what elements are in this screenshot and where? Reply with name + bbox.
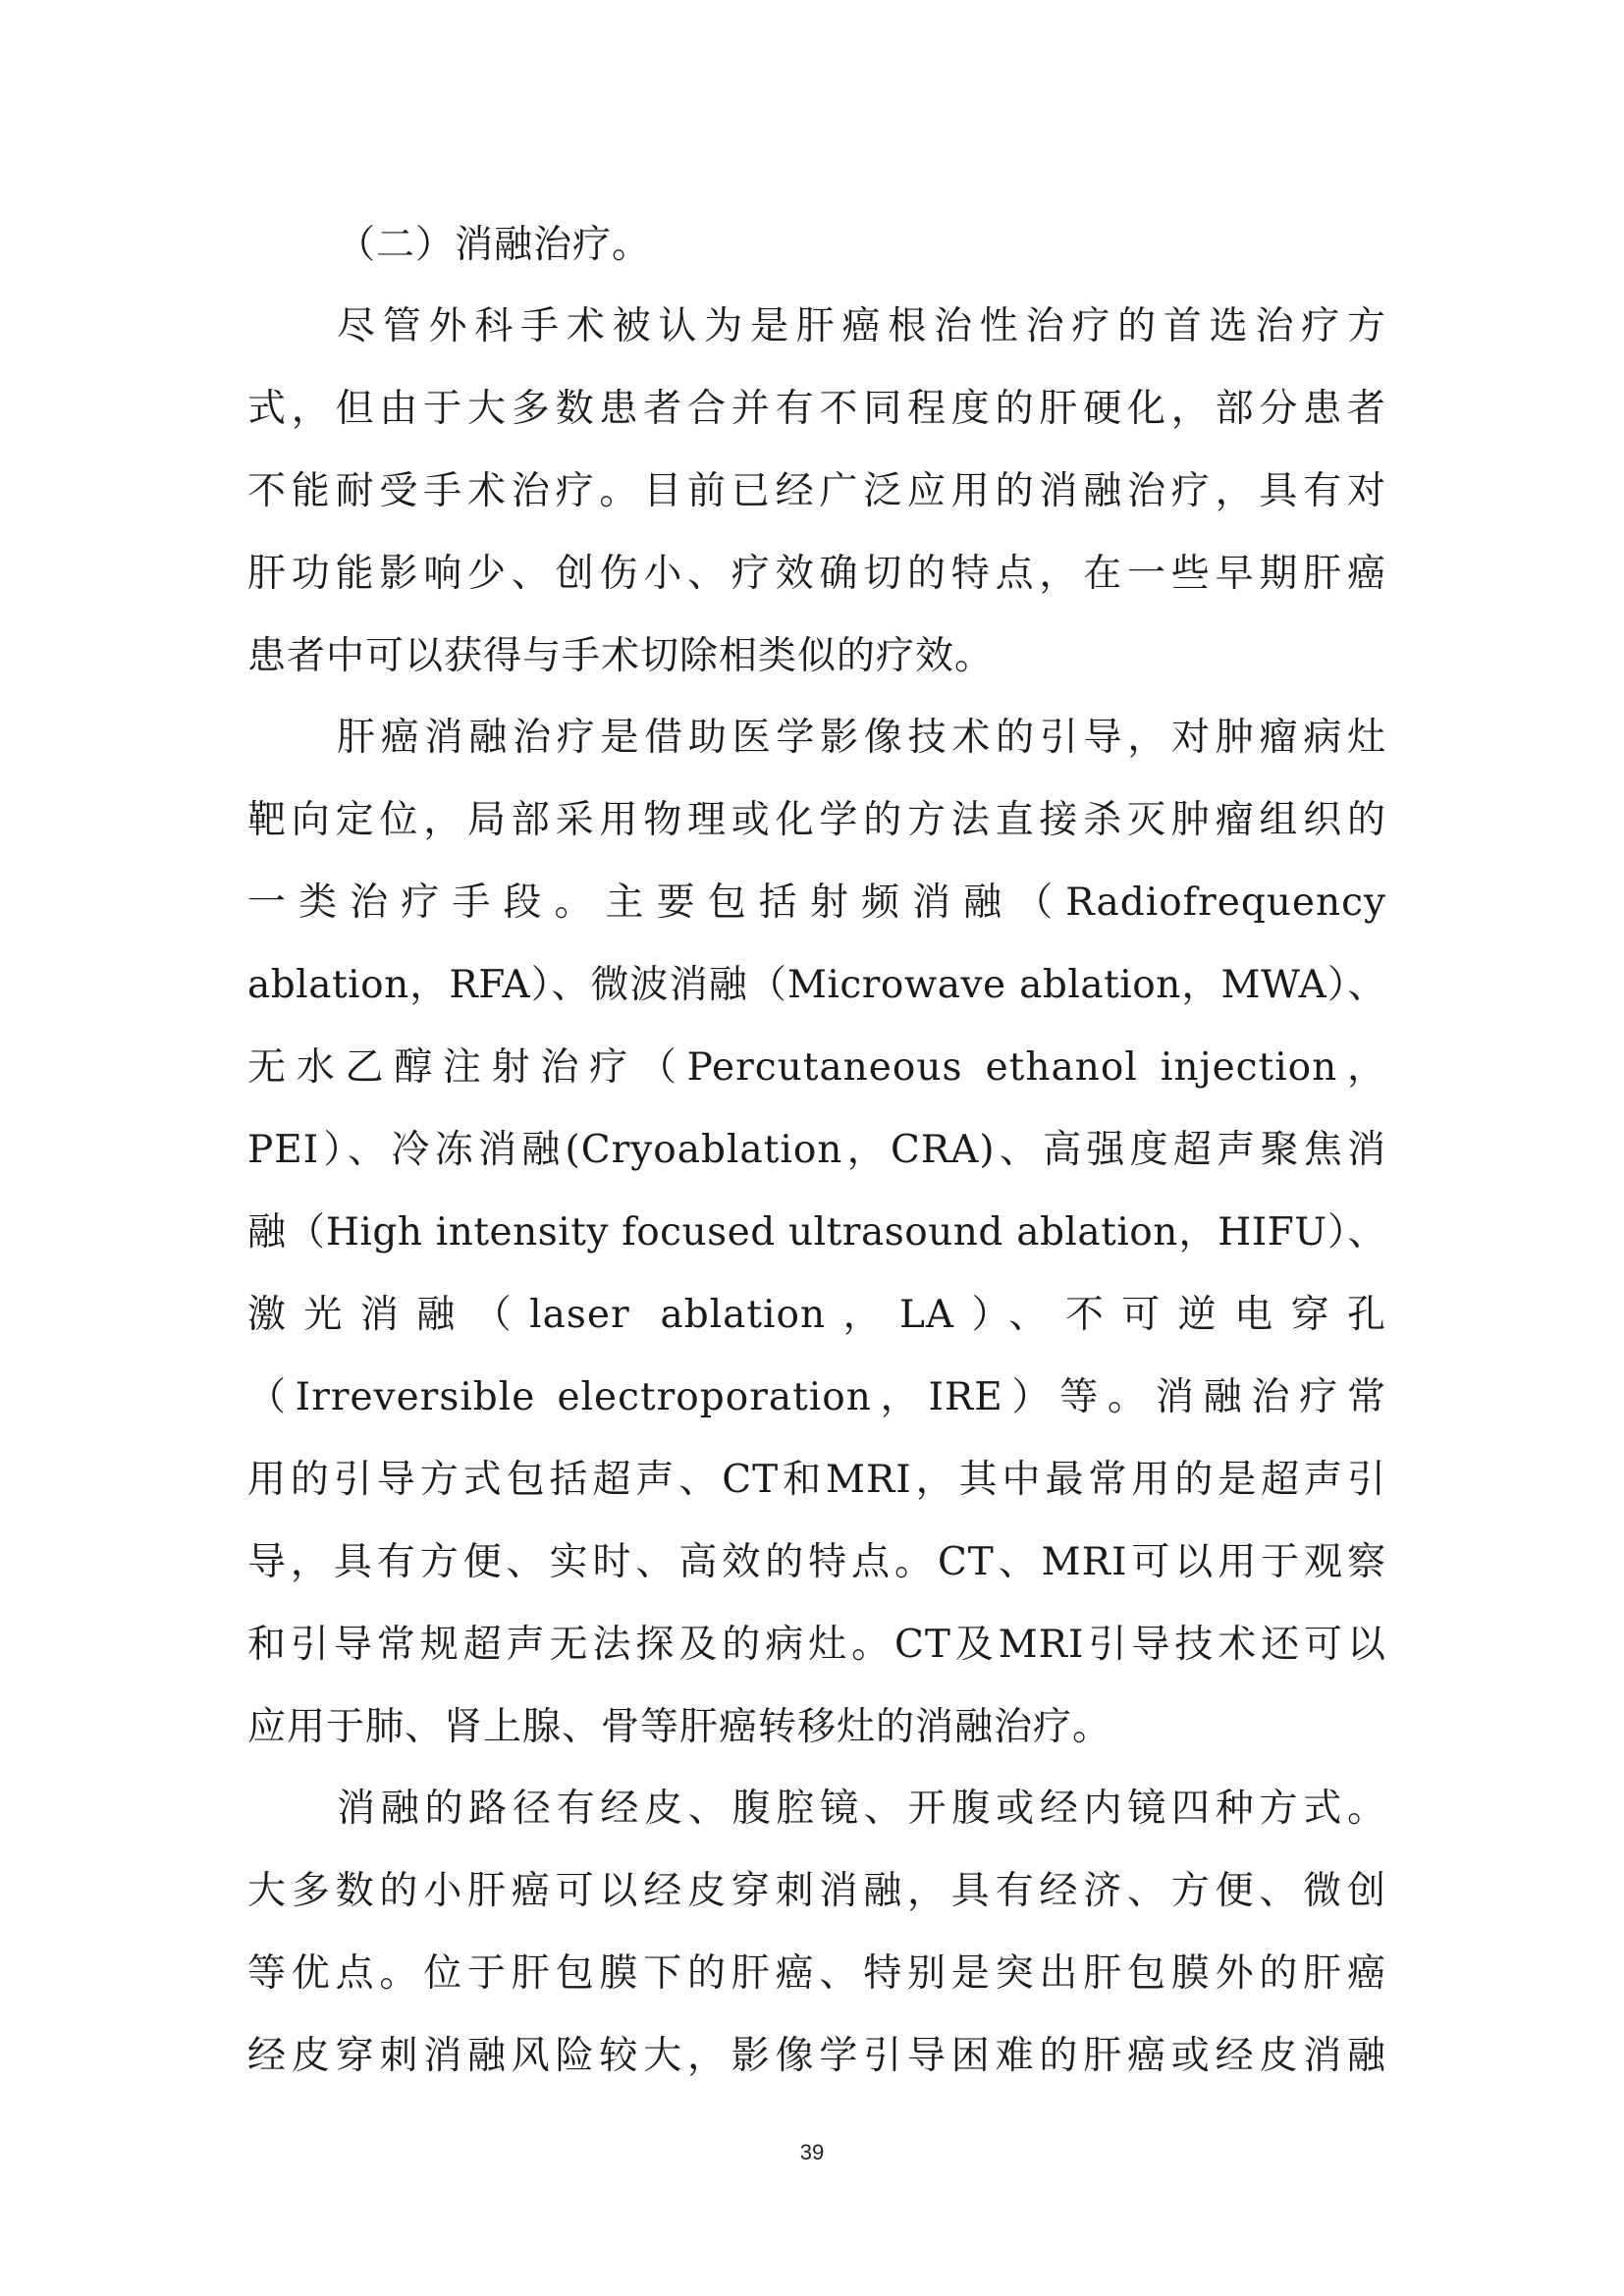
paragraph-3-line: 消融的路径有经皮、腹腔镜、开腹或经内镜四种方式。 [337,1787,1386,1831]
paragraph-2-line: 一类治疗手段。主要包括射频消融（Radiofrequency [247,881,1386,925]
paragraph-2-line: （Irreversible electroporation，IRE）等。消融治疗常 [247,1375,1386,1419]
paragraph-3-line: 经皮穿刺消融风险较大，影像学引导困难的肝癌或经皮消融 [247,2034,1386,2078]
paragraph-2-line: 激光消融（laser ablation，LA）、不可逆电穿孔 [247,1293,1386,1337]
paragraph-2-line: ablation，RFA）、微波消融（Microwave ablation，MWA）、 [247,963,1386,1007]
paragraph-2-line: 用的引导方式包括超声、CT和MRI，其中最常用的是超声引 [247,1458,1386,1502]
page-number: 39 [799,2140,825,2164]
paragraph-2-line: 应用于肺、肾上腺、骨等肝癌转移灶的消融治疗。 [247,1705,1112,1749]
paragraph-2-line: 导，具有方便、实时、高效的特点。CT、MRI可以用于观察 [247,1540,1386,1584]
paragraph-3-line: 等优点。位于肝包膜下的肝癌、特别是突出肝包膜外的肝癌 [247,1951,1386,1996]
paragraph-2-line: 和引导常规超声无法探及的病灶。CT及MRI引导技术还可以 [247,1623,1386,1667]
paragraph-1-line: 尽管外科手术被认为是肝癌根治性治疗的首选治疗方 [337,304,1386,348]
paragraph-2-line: 靶向定位，局部采用物理或化学的方法直接杀灭肿瘤组织的 [247,798,1386,842]
paragraph-2-line: 融（High intensity focused ultrasound ablation，HIFU）、 [247,1210,1386,1255]
paragraph-3-line: 大多数的小肝癌可以经皮穿刺消融，具有经济、方便、微创 [247,1869,1386,1913]
paragraph-2-line: 肝癌消融治疗是借助医学影像技术的引导，对肿瘤病灶 [337,716,1386,760]
paragraph-1-line: 不能耐受手术治疗。目前已经广泛应用的消融治疗，具有对 [247,469,1386,513]
paragraph-1-line: 患者中可以获得与手术切除相类似的疗效。 [247,634,995,678]
paragraph-1-line: 肝功能影响少、创伤小、疗效确切的特点，在一些早期肝癌 [247,552,1386,596]
paragraph-2-line: 无水乙醇注射治疗（Percutaneous ethanol injection， [247,1045,1386,1090]
section-heading: （二）消融治疗。 [337,223,652,267]
paragraph-1-line: 式，但由于大多数患者合并有不同程度的肝硬化，部分患者 [247,387,1386,431]
paragraph-2-line: PEI）、冷冻消融(Cryoablation，CRA)、高强度超声聚焦消 [247,1128,1386,1172]
